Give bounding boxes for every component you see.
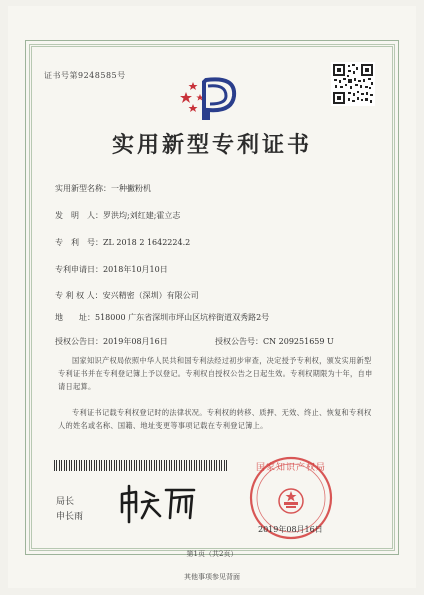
field-value: 罗洪均;刘红建;霍立志 (103, 211, 181, 220)
certificate-title: 实用新型专利证书 (111, 132, 312, 158)
field-application-date (55, 264, 168, 275)
field-label: 专利申请日： (55, 265, 103, 274)
field-value: 一种撇粉机 (111, 184, 151, 193)
barcode (54, 460, 229, 471)
cnipa-logo-icon (178, 74, 242, 120)
grant-date-label: 授权公告日： (55, 337, 103, 346)
signatory-name: 申长雨 (56, 512, 84, 522)
seal-date: 2019年08月16日 (258, 525, 323, 534)
signatory-position: 局长 (56, 497, 75, 507)
field-label: 实用新型名称： (55, 184, 111, 193)
qr-code-icon (331, 62, 375, 106)
field-value: 2018年10月10日 (103, 265, 168, 274)
paragraph-legal-status: 专利证书记载专利权登记时的法律状况。专利权的转移、质押、无效、终止、恢复和专利权人的姓名或名称、国籍、地址变更等事项记载在专利登记簿上。 (58, 408, 372, 430)
field-inventors (55, 210, 180, 221)
seal-text: 国家知识产权局 (255, 463, 326, 473)
grant-number (215, 336, 334, 347)
field-address (55, 312, 269, 323)
grant-date (55, 336, 168, 347)
grant-date-value: 2019年08月16日 (103, 337, 168, 346)
paragraph-grant-statement: 国家知识产权局依照中华人民共和国专利法经过初步审查，决定授予专利权，颁发实用新型专利证书并在专利登记簿上予以登记。专利权自授权公告之日起生效。专利权期限为十年，自申请日起算。 (58, 356, 373, 391)
grant-number-value: CN 209251659 U (263, 337, 334, 346)
grant-number-label: 授权公告号： (215, 337, 263, 346)
field-utility-model-name (55, 183, 151, 194)
field-label: 专 利 权 人： (55, 291, 103, 300)
field-label: 专 利 号： (55, 238, 103, 247)
field-value: 安兴精密（深圳）有限公司 (102, 291, 199, 300)
field-label: 地 址： (55, 313, 95, 322)
field-patent-number (55, 237, 190, 248)
field-patentee (55, 290, 199, 301)
handwritten-signature (116, 482, 200, 526)
field-label: 发 明 人： (55, 211, 103, 220)
field-value: ZL 2018 2 1642224.2 (103, 238, 191, 247)
page-indicator: 第1页（共2页） (186, 550, 238, 558)
field-value: 518000 广东省深圳市坪山区坑梓街道双秀路2号 (95, 313, 270, 322)
footer-note: 其他事项参见背面 (184, 573, 240, 581)
certificate-number: 证书号第9248585号 (44, 71, 126, 80)
